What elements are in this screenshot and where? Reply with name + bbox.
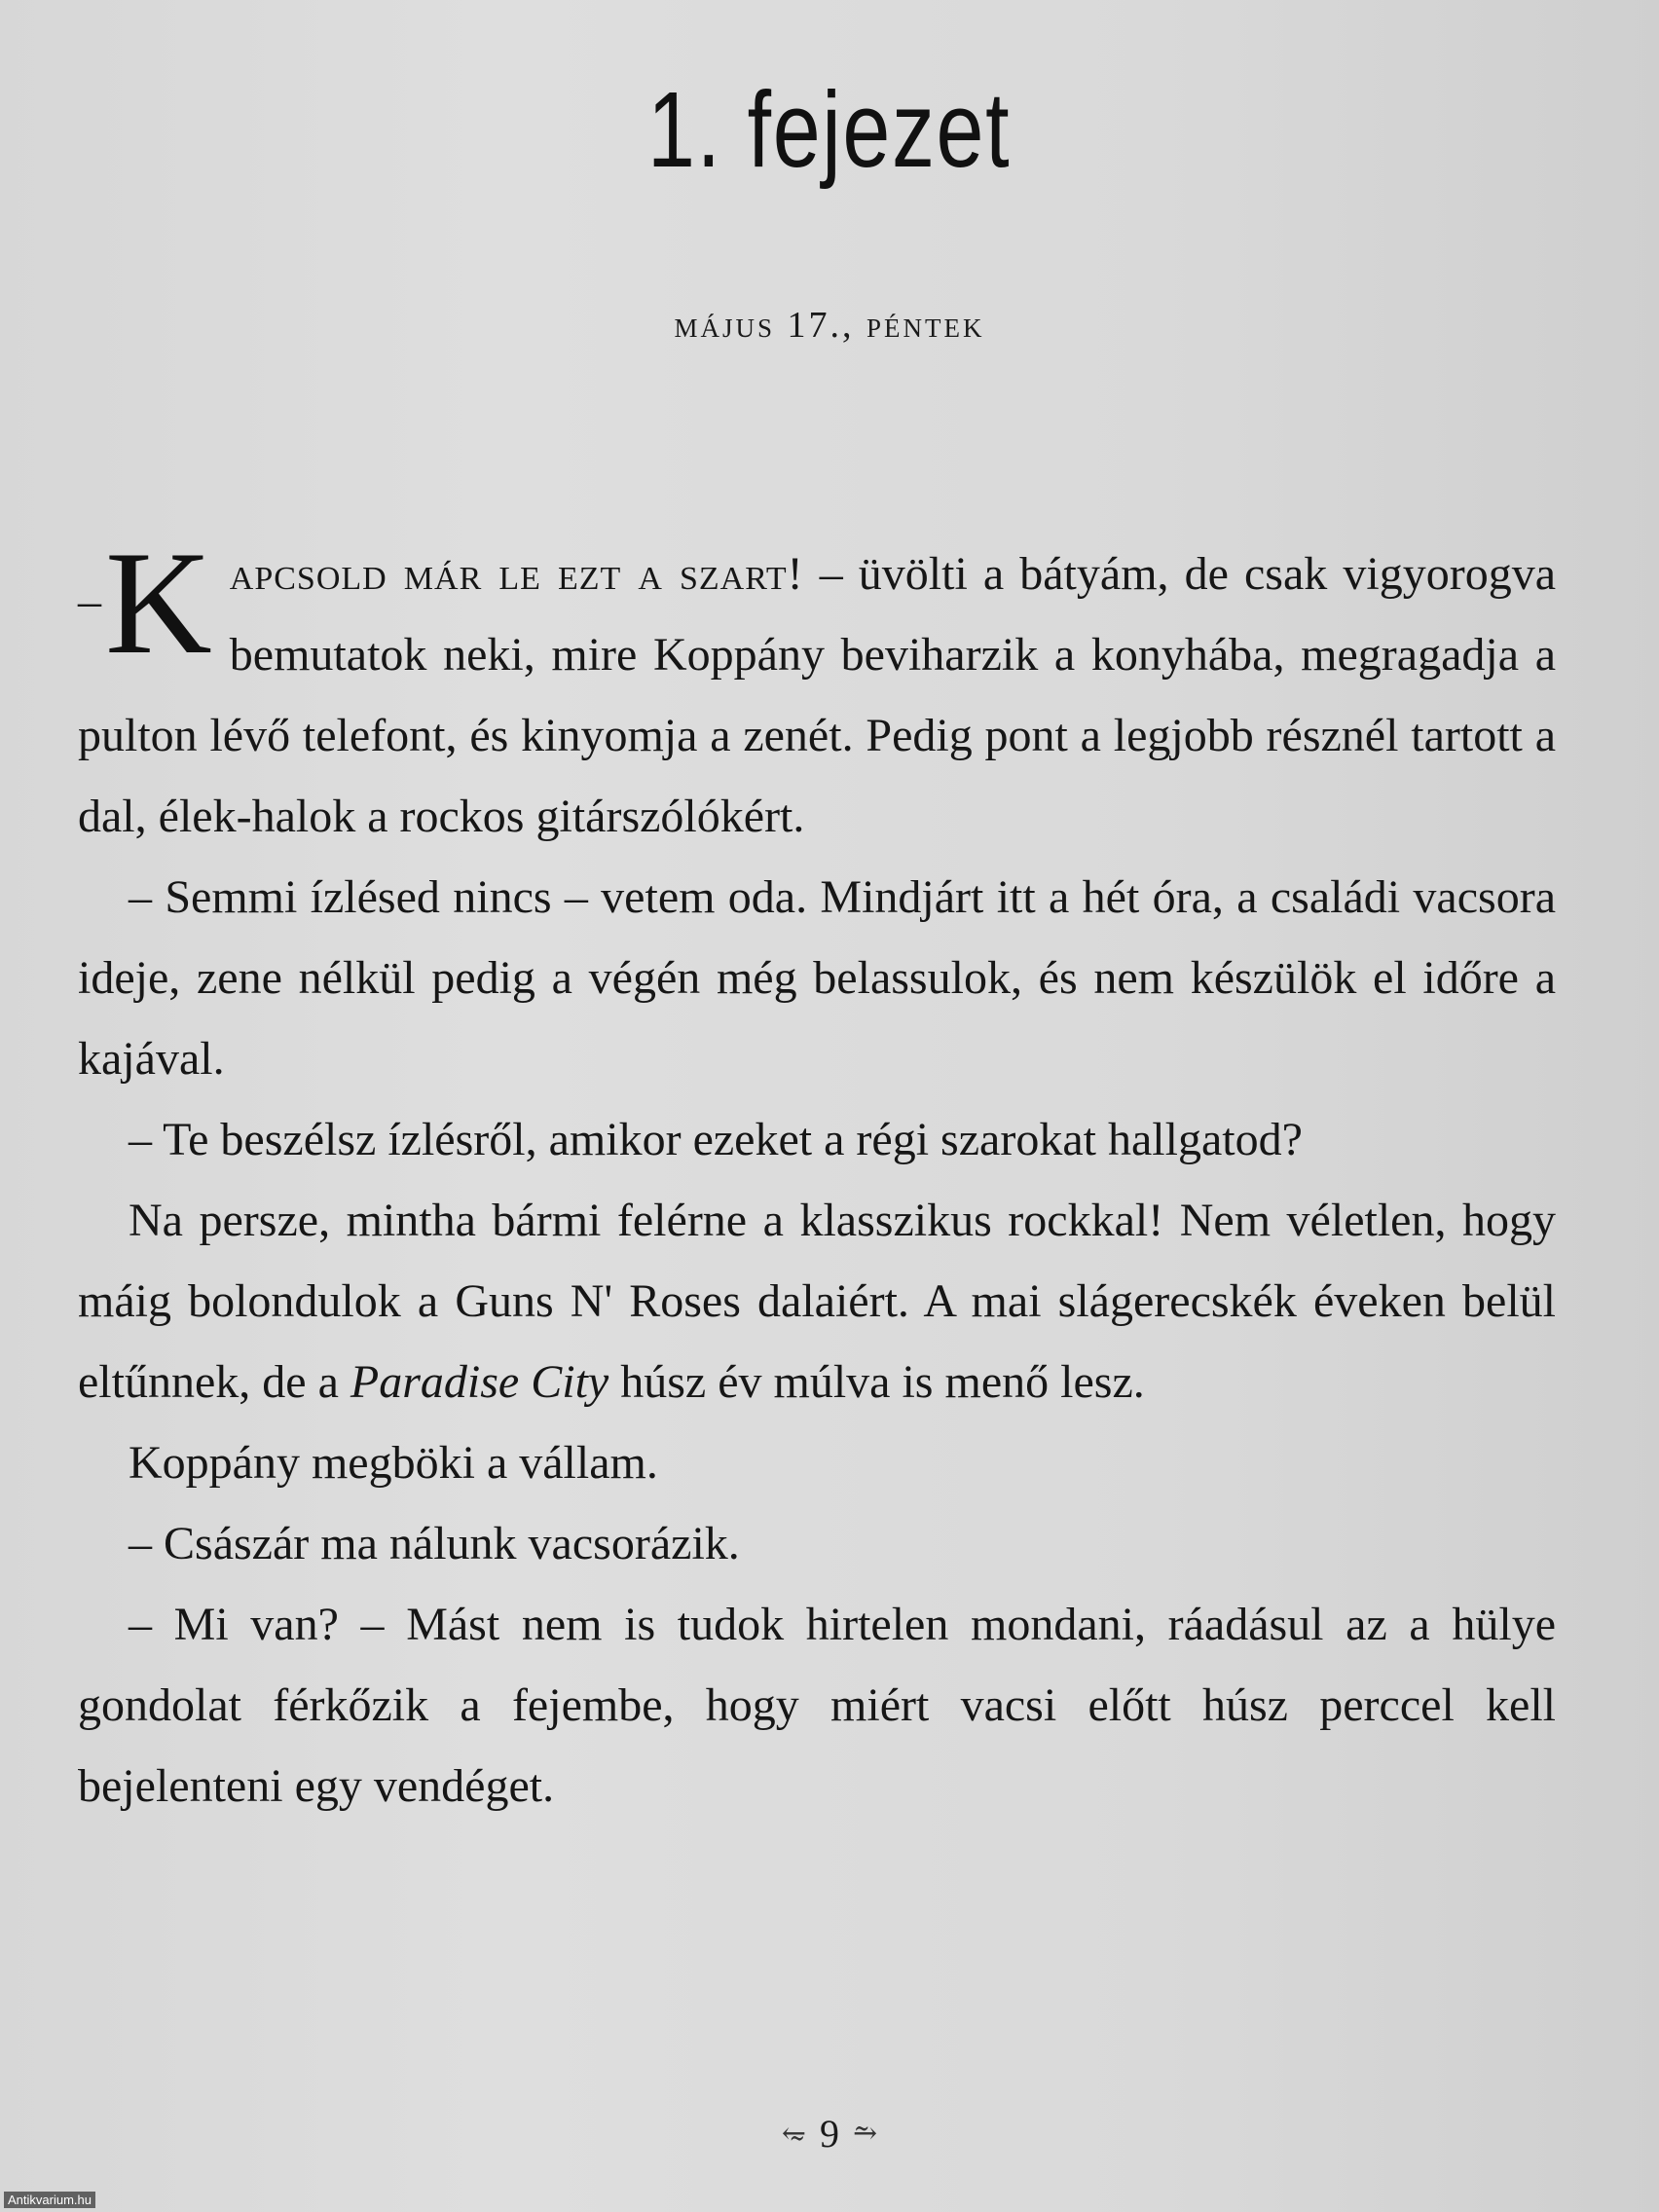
paragraph-1 bbox=[78, 521, 1557, 857]
dropcap-letter: K bbox=[105, 521, 212, 684]
paragraph-5: Koppány megböki a vállam. bbox=[129, 1437, 658, 1489]
chapter-date: május 17., péntek bbox=[674, 305, 985, 346]
page-number: 9 bbox=[820, 2112, 839, 2156]
paragraph-6: – Császár ma nálunk vacsorázik. bbox=[129, 1518, 740, 1569]
chapter-title: 1. fejezet bbox=[647, 70, 1012, 190]
body-text bbox=[78, 521, 1557, 1826]
paragraph-1-text: – üvölti a bátyám, de csak vigyorogva bemutatok neki, mire Koppány beviharzik a konyhába, megragadja a pulton lévő telefont, és kinyomja a zenét. Pedig pont a legjobb résznél tartott a dal, élek-halok a rockos gitárszólókért. bbox=[78, 548, 1557, 842]
page-footer bbox=[0, 2111, 1659, 2157]
watermark: Antikvarium.hu bbox=[4, 2192, 95, 2208]
paragraph-7: – Mi van? – Mást nem is tudok hirtelen mondani, ráadásul az a hülye gondolat férkőzik a fejembe, hogy miért vacsi előtt húsz perccel kell bejelenteni egy vendéget. bbox=[78, 1599, 1556, 1812]
ornament-right-icon: ⥲ bbox=[853, 2118, 878, 2150]
paragraph-2: – Semmi ízlésed nincs – vetem oda. Mindjárt itt a hét óra, a családi vacsora ideje, zene nélkül pedig a végén még belassulok, és nem készülök el időre a kajával. bbox=[78, 871, 1556, 1085]
paragraph-4 bbox=[78, 1180, 1556, 1422]
opening-smallcaps: apcsold már le ezt a szart! bbox=[229, 548, 804, 600]
lead-dash: – bbox=[78, 575, 101, 627]
paragraph-3: – Te beszélsz ízlésről, amikor ezeket a régi szarokat hallgatod? bbox=[129, 1114, 1303, 1165]
paragraph-4-text-a: Na persze, mintha bármi felérne a klasszikus rockkal! Nem véletlen, hogy máig bolondulok a Guns N' Roses dalaiért. A mai slágerecskék éveken belül eltűnnek, de a bbox=[78, 1195, 1556, 1408]
paragraph-4-text-b: húsz év múlva is menő lesz. bbox=[608, 1356, 1145, 1408]
dropcap-block bbox=[78, 521, 212, 687]
ornament-left-icon: ⥳ bbox=[781, 2118, 806, 2150]
song-title: Paradise City bbox=[350, 1356, 609, 1408]
